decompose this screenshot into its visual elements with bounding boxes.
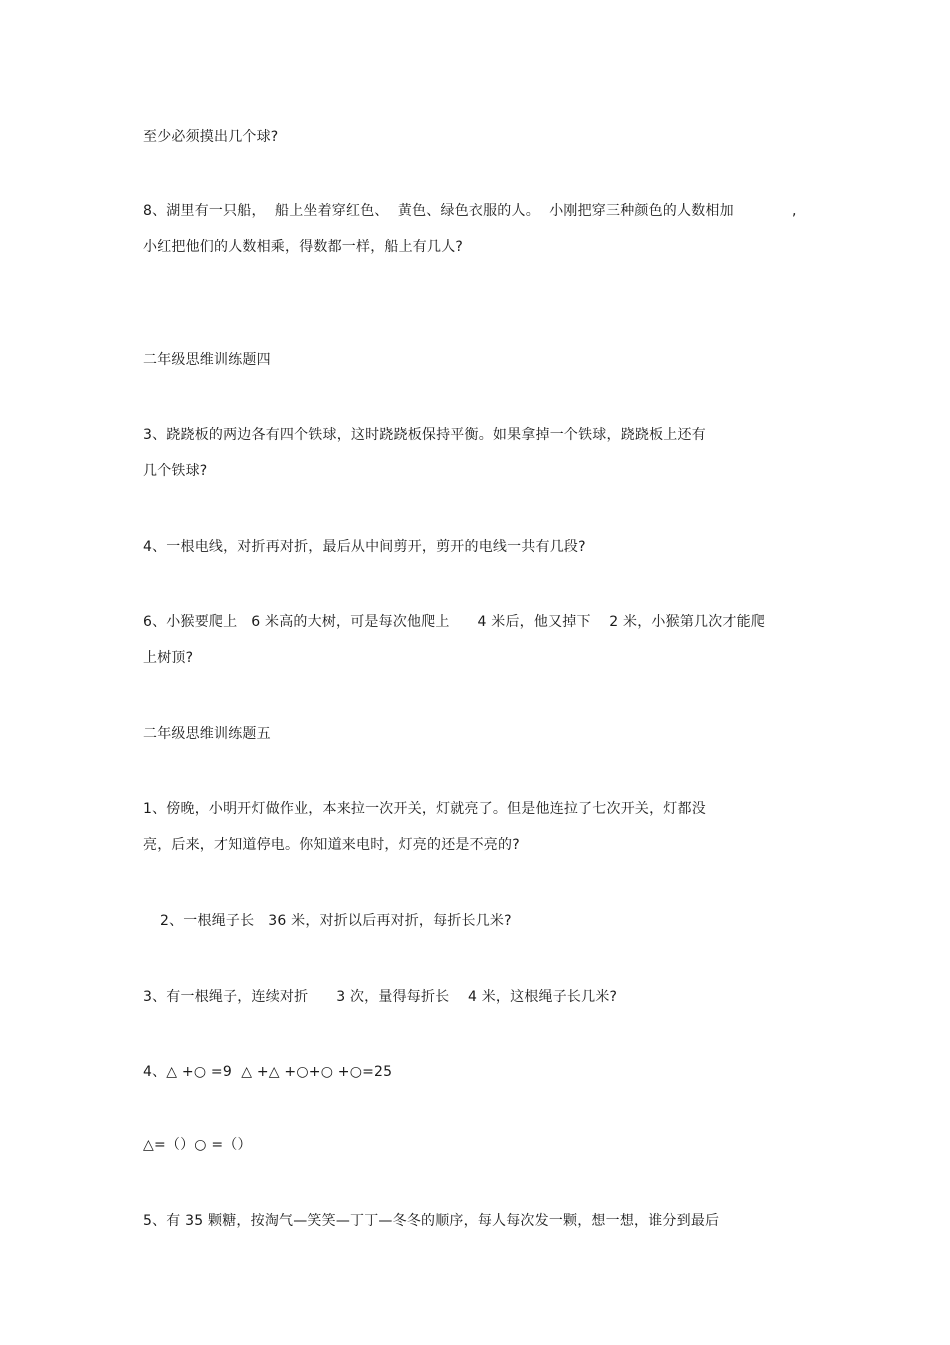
question-5-line-1: 5、有 35 颗糖，按淘气—笑笑—丁丁—冬冬的顺序，每人每次发一颗，想一想，谁分到最后 [143, 1213, 720, 1229]
question-3: 3、有一根绳子，连续对折 3 次，量得每折长 4 米，这根绳子长几米? [143, 989, 618, 1005]
question-4: 4、一根电线，对折再对折，最后从中间剪开，剪开的电线一共有几段? [143, 539, 586, 555]
question-8-comma: , [792, 203, 797, 219]
question-1-line-2: 亮，后来，才知道停电。你知道来电时，灯亮的还是不亮的? [143, 837, 520, 853]
question-8-line-1: 8、湖里有一只船， 船上坐着穿红色、 黄色、绿色衣服的人。 小刚把穿三种颜色的人数相加 [143, 203, 734, 219]
section-heading-4: 二年级思维训练题四 [143, 352, 271, 368]
question-3-line-1: 3、跷跷板的两边各有四个铁球，这时跷跷板保持平衡。如果拿掉一个铁球，跷跷板上还有 [143, 427, 706, 443]
question-4-answer-blanks: △=（）○ =（） [143, 1137, 252, 1153]
question-8-line-2: 小红把他们的人数相乘，得数都一样，船上有几人? [143, 239, 464, 255]
section-heading-5: 二年级思维训练题五 [143, 726, 271, 742]
question-3-line-2: 几个铁球? [143, 463, 208, 479]
question-4-equation: 4、△ +○ =9 △ +△ +○+○ +○=25 [143, 1064, 393, 1080]
question-6-line-1: 6、小猴要爬上 6 米高的大树，可是每次他爬上 4 米后，他又掉下 2 米，小猴第几次才能爬 [143, 614, 766, 630]
question-6-line-2: 上树顶? [143, 650, 194, 666]
question-2: 2、一根绳子长 36 米，对折以后再对折，每折长几米? [160, 913, 512, 929]
question-7-tail: 至少必须摸出几个球? [143, 129, 279, 145]
question-1-line-1: 1、傍晚，小明开灯做作业，本来拉一次开关，灯就亮了。但是他连拉了七次开关，灯都没 [143, 801, 706, 817]
